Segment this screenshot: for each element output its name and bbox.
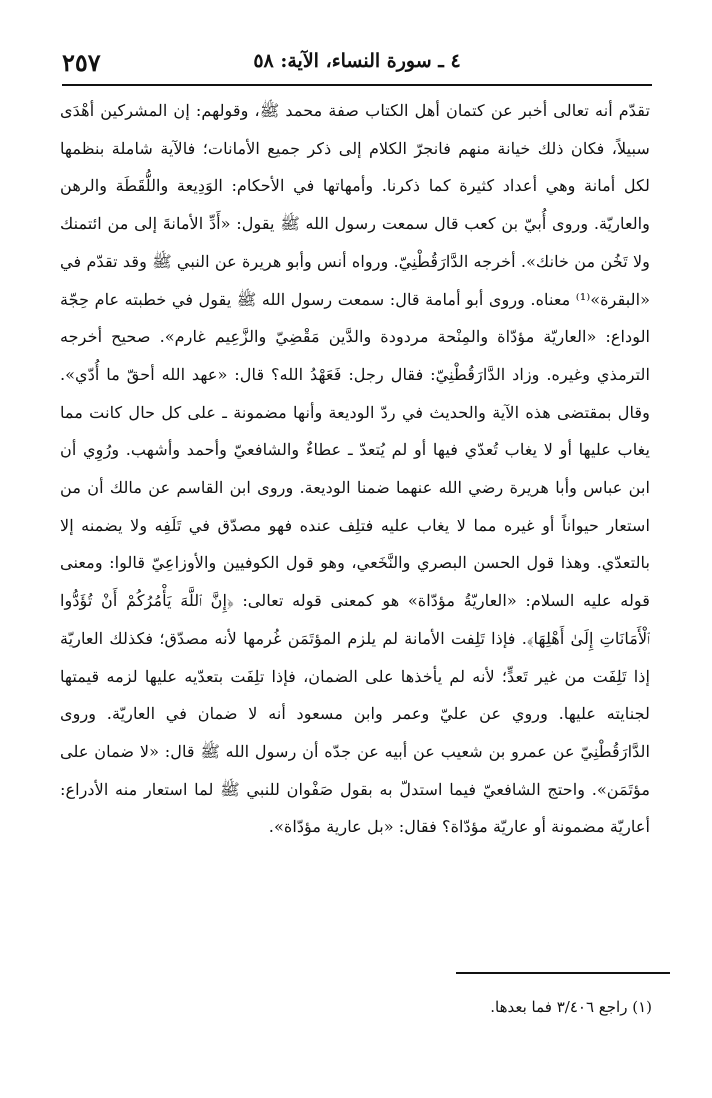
page-number: ٢٥٧: [62, 48, 101, 77]
footnote: (١) راجع ٣/٤٠٦ فما بعدها.: [490, 998, 652, 1016]
body-paragraph: تقدّم أنه تعالى أخبر عن كتمان أهل الكتاب صفة محمد ﷺ، وقولهم: إن المشركين أهْدَى سبيلاً، فكان ذلك خيانة منهم فانجرّ الكلام إلى ذكر جميع الأمانات؛ فالآية شاملة بنظمها لكل أمانة وهي أعداد كثيرة كما ذكرنا. وأمهاتها في الأحكام: الوَدِيعة واللُّقَطَة والرهن والعاريّة. وروى أُبيّ بن كعب قال سمعت رسول الله ﷺ يقول: «أَدِّ الأمانةَ إلى من ائتمنك ولا تَخُن من خانك». أخرجه الدَّارَقُطْنِيّ. ورواه أنس وأبو هريرة عن النبي ﷺ وقد تقدّم في «البقرة»⁽¹⁾ معناه. وروى أبو أمامة قال: سمعت رسول الله ﷺ يقول في خطبته عام حِجّة الوداع: «العاريّة مؤدّاة والمِنْحة مردودة والدَّين مَقْضِيّ والزَّعِيم غارم». صحيح أخرجه الترمذي وغيره. وزاد الدَّارَقُطْنِيّ: فقال رجل: فَعَهْدُ الله؟ قال: «عهد الله أحقّ ما أُدّي». وقال بمقتضى هذه الآية والحديث في ردّ الوديعة وأنها مضمونة ـ على كل حال كانت مما يغاب عليها أو لا يغاب تُعدّي فيها أو لم يُتعدّ ـ عطاءٌ والشافعيّ وأحمد وأشهب. ورُوِي أن ابن عباس وأبا هريرة رضي الله عنهما ضمنا الوديعة. وروى ابن القاسم عن مالك أن من استعار حيواناً أو غيره مما لا يغاب عليه فتلِف عنده فهو مصدّق في تَلَفِه ولا يضمنه إلا بالتعدّي. وهذا قول الحسن البصري والنَّخَعي، وهو قول الكوفيين والأوزاعِيّ قالوا: ومعنى قوله عليه السلام: «العاريّةُ مؤدّاة» هو كمعنى قوله تعالى: ﴿إِنَّ ٱللَّهَ يَأْمُرُكُمْ أَنْ تُؤَدُّوا ٱلْأَمَانَاتِ إِلَىٰ أَهْلِهَا﴾. فإذا تَلِفت الأمانة لم يلزم المؤتَمَن غُرمها لأنه مصدّق؛ فكذلك العاريّة إذا تَلِفَت من غير تَعدٍّ؛ لأنه لم يأخذها على الضمان، فإذا تلِفَت بتعدّيه عليها لزمه قيمتها لجنايته عليها. وروي عن عليّ وعمر وابن مسعود أنه لا ضمان في العاريّة. وروى الدَّارَقُطْنِيّ عن عمرو بن شعيب عن أبيه عن جدّه أن رسول الله ﷺ قال: «لا ضمان على مؤتَمَن». واحتج الشافعيّ فيما استدلّ به بقول صَفْوان للنبي ﷺ لما استعار منه الأدراع: أعاريّة مضمونة أو عاريّة مؤدّاة؟ فقال: «بل عارية مؤدّاة».: [60, 101, 650, 837]
body-text: [60, 92, 650, 902]
page-header: [62, 44, 652, 80]
header-rule: [62, 84, 652, 86]
footnote-rule: [456, 972, 670, 974]
running-head: ٤ ـ سورة النساء، الآية: ٥٨: [253, 50, 461, 72]
